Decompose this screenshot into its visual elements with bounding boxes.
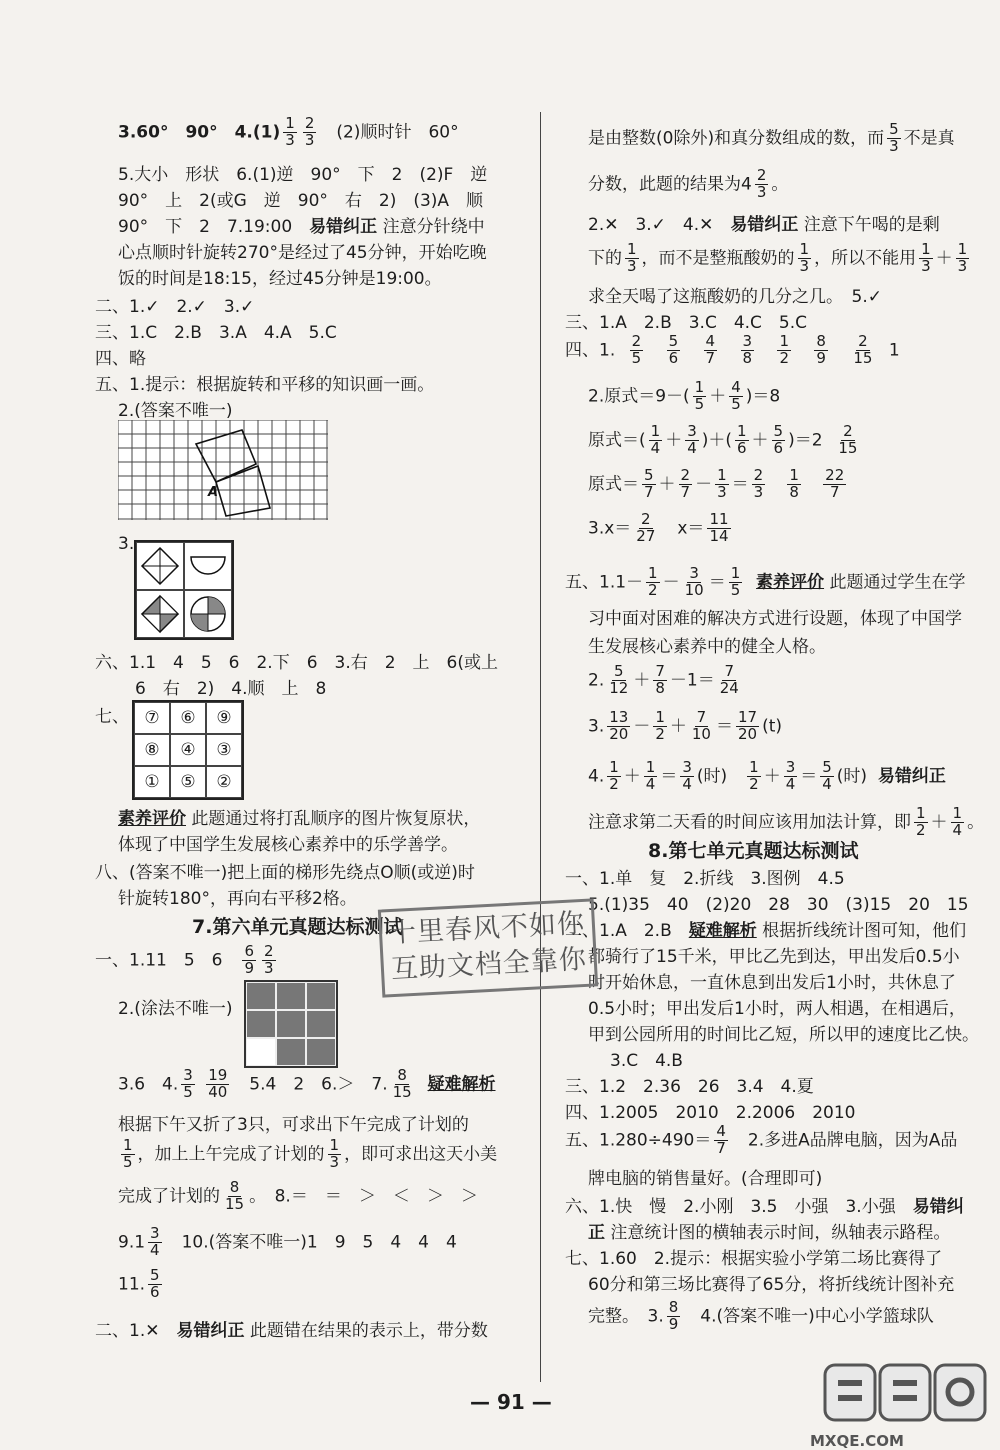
answer-line: 四、1.2005 2010 2.2006 2010 (565, 1103, 856, 1123)
answer-line: 牌电脑的销售量好。(合理即可) (588, 1169, 823, 1189)
column-divider (540, 112, 541, 1382)
answer-line: 正 注意统计图的横轴表示时间，纵轴表示路程。 (588, 1223, 951, 1243)
number-cell: ⑨ (206, 702, 242, 734)
answer-line: 5.大小 形状 6.(1)逆 90° 下 2 (2)F 逆 (118, 165, 488, 185)
answer-line: 0.5小时；甲出发后1小时，两人相遇，在相遇后， (588, 999, 966, 1019)
number-square (132, 700, 244, 800)
answer-line: 分数，此题的结果为4 $\frac{2}{3}$ 。 (588, 166, 789, 201)
answer-line: 一、1.11 5 6 $\frac{6}{9}$ $\frac{2}{3}$ (95, 942, 274, 977)
answer-line: 3.60° 90° 4.(1) $\frac{1}{3}$ $\frac{2}{3}$ (2)顺时针 60° (118, 114, 459, 149)
answer-line: 原式＝( $\frac{1}{4}$ ＋ $\frac{3}{4}$ )＋( $\frac{1}{6}$ ＋ $\frac{5}{6}$ )＝2 $\frac{2}{15}$ (588, 422, 858, 457)
number-cell: ① (134, 766, 170, 798)
answer-line: 3. $\frac{13}{20}$ － $\frac{1}{2}$ ＋ $\frac{7}{10}$ ＝ $\frac{17}{20}$ (t) (588, 708, 782, 743)
answer-line: 下的 $\frac{1}{3}$ ，而不是整瓶酸奶的 $\frac{1}{3}$ ，所以不能用 $\frac{1}{3}$ ＋ $\frac{1}{3}$ (588, 240, 968, 275)
answer-line: 八、(答案不唯一)把上面的梯形先绕点O顺(或逆)时 (95, 863, 475, 883)
number-cell: ⑤ (170, 766, 206, 798)
answer-line: 六、1.1 4 5 6 2.下 6 3.右 2 上 6(或上 (95, 653, 499, 673)
answer-line: 3. (118, 534, 135, 554)
answer-line: 完整。 3. $\frac{8}{9}$ 4.(答案不唯一)中心小学篮球队 (588, 1298, 934, 1333)
watermark-url: MXQE.COM (810, 1432, 904, 1450)
answer-line: 甲到公园所用的时间比乙短，所以甲的速度比乙快。 (588, 1025, 979, 1045)
stamp-line: 互助文档全靠你 (390, 943, 588, 986)
answer-line: 素养评价 此题通过将打乱顺序的图片恢复原状， (118, 809, 481, 829)
answer-line: 三、1.A 2.B 3.C 4.C 5.C (565, 313, 808, 333)
shading-figure (244, 980, 338, 1068)
answer-line: 6 右 2) 4.顺 上 8 (135, 679, 327, 699)
answer-line: 注意求第二天看的时间应该用加法计算，即 $\frac{1}{2}$ ＋ $\frac{1}{4}$ 。 (588, 804, 985, 839)
stamp-line: 十里春风不如你 (388, 907, 586, 950)
shaded-cell (246, 1010, 276, 1038)
answer-line: 四、略 (95, 349, 146, 369)
answer-line: 都骑行了15千米，甲比乙先到达，甲出发后0.5小 (588, 947, 960, 967)
answer-line: 三、1.2 2.36 26 3.4 4.夏 (565, 1077, 814, 1097)
shaded-cell (276, 1010, 306, 1038)
answer-line: 六、1.快 慢 2.小刚 3.5 小强 3.小强 易错纠 (565, 1197, 964, 1217)
answer-line: 二、1.A 2.B 疑难解析 根据折线统计图可知，他们 (565, 921, 967, 941)
answer-line: 60分和第三场比赛得了65分，将折线统计图补充 (588, 1275, 955, 1295)
shaded-cell (306, 1010, 336, 1038)
answer-line: 2.(涂法不唯一) (118, 999, 233, 1019)
figure-cell (184, 590, 232, 638)
figure-cell (136, 542, 184, 590)
section-heading-8: 8.第七单元真题达标测试 (648, 840, 859, 862)
answer-line: 是由整数(0除外)和真分数组成的数，而 $\frac{5}{3}$ 不是真 (588, 120, 955, 155)
answer-line: 2.(答案不唯一) (118, 401, 233, 421)
answer-line: 二、1.✓ 2.✓ 3.✓ (95, 297, 255, 317)
answer-line: 时开始休息，一直休息到出发后1小时，共休息了 (588, 973, 956, 993)
number-cell: ③ (206, 734, 242, 766)
answer-line: 90° 上 2(或G 逆 90° 右 2) (3)A 顺 (118, 191, 484, 211)
number-cell: ② (206, 766, 242, 798)
answer-line: 二、1.✕ 易错纠正 此题错在结果的表示上，带分数 (95, 1321, 488, 1341)
answer-line: 2.✕ 3.✓ 4.✕ 易错纠正 注意下午喝的是剩 (588, 215, 940, 235)
answer-line: 3.6 4. $\frac{3}{5}$ $\frac{19}{40}$ 5.4 2 6.＞ 7. $\frac{8}{15}$ 疑难解析 (118, 1066, 496, 1101)
answer-line: 五、1.280÷490＝ $\frac{4}{7}$ 2.多进A品牌电脑，因为A品 (565, 1122, 958, 1157)
answer-line: 2.原式＝9－( $\frac{1}{5}$ ＋ $\frac{4}{5}$ )＝8 (588, 378, 781, 413)
figure-cell (136, 590, 184, 638)
answer-line: $\frac{1}{5}$ ，加上上午完成了计划的 $\frac{1}{3}$ ，即可求出这天小美 (123, 1136, 498, 1171)
answer-line: 9.1 $\frac{3}{4}$ 10.(答案不唯一)1 9 5 4 4 4 (118, 1224, 457, 1259)
section-heading-7: 7.第六单元真题达标测试 (192, 916, 403, 938)
grid-point-label: A (208, 485, 219, 500)
blank-cell (246, 1038, 276, 1066)
number-cell: ⑥ (170, 702, 206, 734)
answer-line: 5.(1)35 40 (2)20 28 30 (3)15 20 15 (588, 895, 969, 915)
answer-line: 七、 (95, 707, 129, 727)
shaded-cell (306, 1038, 336, 1066)
shaded-cell (276, 982, 306, 1010)
answer-line: 一、1.单 复 2.折线 3.图例 4.5 (565, 869, 845, 889)
symmetry-figure (134, 540, 234, 640)
number-cell: ⑧ (134, 734, 170, 766)
answer-line: 完成了计划的 $\frac{8}{15}$ 。 8.＝ ＝ ＞ ＜ ＞ ＞ (118, 1178, 478, 1213)
answer-line: 求全天喝了这瓶酸奶的几分之几。 5.✓ (588, 287, 882, 307)
answer-line: 五、1.1－ $\frac{1}{2}$ － $\frac{3}{10}$ ＝ $\frac{1}{5}$ 素养评价 此题通过学生在学 (565, 564, 966, 599)
answer-line: 3.x＝ $\frac{2}{27}$ x＝ $\frac{11}{14}$ (588, 510, 729, 545)
number-cell: ⑦ (134, 702, 170, 734)
answer-line: 生发展核心素养中的健全人格。 (588, 637, 826, 657)
answer-line: 11. $\frac{5}{6}$ (118, 1266, 160, 1301)
answer-line: 体现了中国学生发展核心素养中的乐学善学。 (118, 835, 458, 855)
answer-line: 四、1. $\frac{2}{5}$ $\frac{5}{6}$ $\frac{4}{7}$ $\frac{3}{8}$ $\frac{1}{2}$ $\frac{8}{9}$ $\frac{2}{15}$ 1 (565, 332, 900, 367)
shaded-cell (306, 982, 336, 1010)
answer-line: 饭的时间是18:15，经过45分钟是19:00。 (118, 269, 442, 289)
shaded-cell (246, 982, 276, 1010)
answer-line: 3.C 4.B (610, 1051, 683, 1071)
rotation-grid-figure (118, 420, 328, 520)
answer-line: 2. $\frac{5}{12}$ ＋ $\frac{7}{8}$ －1＝ $\frac{7}{24}$ (588, 662, 739, 697)
figure-cell (184, 542, 232, 590)
answer-line: 三、1.C 2.B 3.A 4.A 5.C (95, 323, 337, 343)
answer-line: 根据下午又折了3只，可求出下午完成了计划的 (118, 1115, 469, 1135)
answer-line: 原式＝ $\frac{5}{7}$ ＋ $\frac{2}{7}$ － $\frac{1}{3}$ ＝ $\frac{2}{3}$ $\frac{1}{8}$ $\frac{22}{7}$ (588, 466, 845, 501)
answer-line: 90° 下 2 7.19:00 易错纠正 注意分针绕中 (118, 217, 485, 237)
answer-line: 4. $\frac{1}{2}$ ＋ $\frac{1}{4}$ ＝ $\frac{3}{4}$ (时) $\frac{1}{2}$ ＋ $\frac{3}{4}$ ＝ $\frac{5}{4}$ (时) 易错纠正 (588, 758, 946, 793)
stamp (378, 898, 598, 997)
number-cell: ④ (170, 734, 206, 766)
answer-line: 心点顺时针旋转270°是经过了45分钟，开始吃晚 (118, 243, 487, 263)
answer-line: 习中面对困难的解决方式进行设题，体现了中国学 (588, 609, 962, 629)
shaded-cell (276, 1038, 306, 1066)
answer-line: 五、1.提示：根据旋转和平移的知识画一画。 (95, 375, 435, 395)
answer-line: 针旋转180°，再向右平移2格。 (118, 889, 357, 909)
answer-line: 七、1.60 2.提示：根据实验小学第二场比赛得了 (565, 1249, 943, 1269)
page-number: — 91 — (470, 1390, 552, 1414)
